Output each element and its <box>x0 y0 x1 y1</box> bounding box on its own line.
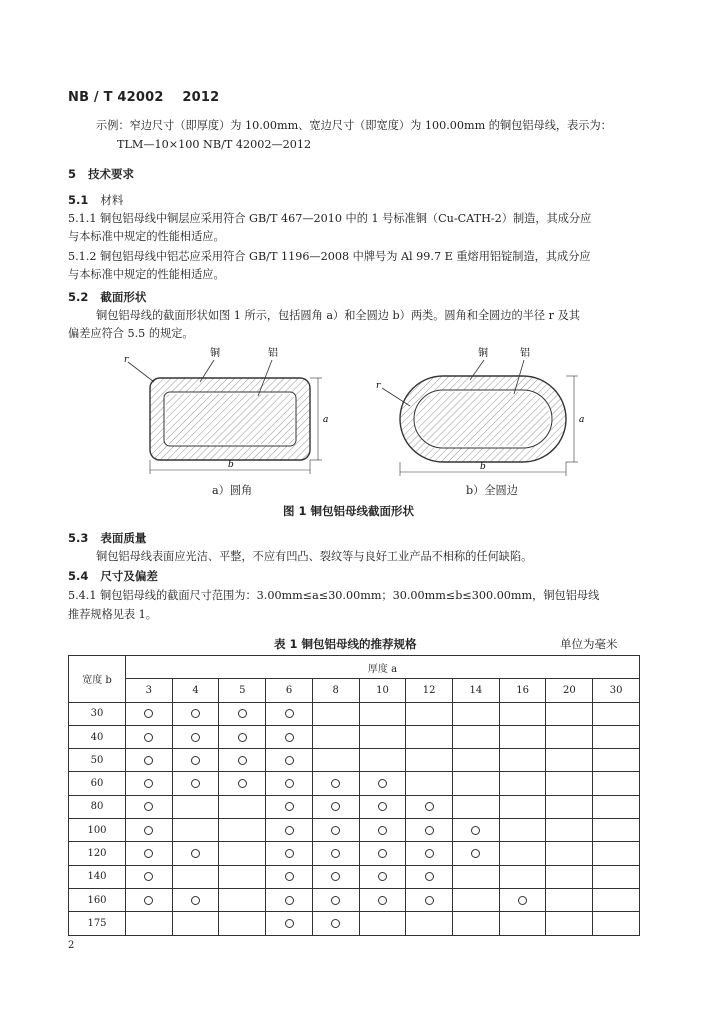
thickness-header: 10 <box>359 679 406 702</box>
spec-cell <box>266 888 313 911</box>
spec-cell <box>593 702 640 725</box>
section-5-3-heading <box>68 530 146 546</box>
fig-a-copper-label: 铜 <box>210 348 220 359</box>
recommended-circle-icon <box>238 709 247 718</box>
spec-cell <box>172 865 219 888</box>
fig-a-a-label: a <box>323 415 329 425</box>
width-cell: 60 <box>69 772 126 795</box>
table-row <box>69 865 640 888</box>
spec-cell <box>499 912 546 935</box>
spec-cell <box>453 702 500 725</box>
spec-cell <box>312 842 359 865</box>
spec-cell <box>406 842 453 865</box>
spec-cell <box>359 912 406 935</box>
spec-cell <box>499 842 546 865</box>
figure-a-rounded-corner <box>128 360 322 474</box>
aluminum-core-a <box>166 394 294 444</box>
thickness-header: 3 <box>126 679 173 702</box>
spec-cell <box>453 842 500 865</box>
figure-b-full-round-edge <box>382 360 578 476</box>
table-row <box>69 772 640 795</box>
section-5-1-heading <box>68 192 123 208</box>
spec-cell <box>546 795 593 818</box>
recommended-circle-icon <box>285 849 294 858</box>
recommended-circle-icon <box>285 896 294 905</box>
recommended-circle-icon <box>285 802 294 811</box>
thickness-header: 14 <box>453 679 500 702</box>
spec-cell <box>126 888 173 911</box>
clause-5-3-text: 铜包铝母线表面应光洁、平整，不应有凹凸、裂纹等与良好工业产品不相称的任何缺陷。 <box>96 550 533 563</box>
spec-cell <box>499 702 546 725</box>
recommended-circle-icon <box>425 849 434 858</box>
spec-cell <box>312 795 359 818</box>
spec-cell <box>406 819 453 842</box>
spec-cell <box>312 819 359 842</box>
spec-cell <box>312 912 359 935</box>
spec-cell <box>453 772 500 795</box>
recommended-circle-icon <box>144 733 153 742</box>
recommended-circle-icon <box>331 826 340 835</box>
recommended-circle-icon <box>378 779 387 788</box>
recommended-circle-icon <box>285 733 294 742</box>
spec-cell <box>126 772 173 795</box>
recommended-circle-icon <box>144 779 153 788</box>
spec-cell <box>453 725 500 748</box>
spec-cell <box>266 842 313 865</box>
recommended-circle-icon <box>425 872 434 881</box>
document-header <box>68 90 219 105</box>
spec-cell <box>312 702 359 725</box>
recommended-circle-icon <box>378 872 387 881</box>
spec-cell <box>359 865 406 888</box>
clause-5-1-1-line-2: 与本标准中规定的性能相适应。 <box>68 230 225 243</box>
recommended-circle-icon <box>144 756 153 765</box>
spec-cell <box>219 865 266 888</box>
spec-cell <box>126 749 173 772</box>
spec-cell <box>172 819 219 842</box>
spec-cell <box>172 725 219 748</box>
width-cell: 140 <box>69 865 126 888</box>
spec-cell <box>593 888 640 911</box>
section-5-3-number: 5.3 <box>68 531 89 545</box>
spec-cell <box>126 865 173 888</box>
section-5-2-title: 截面形状 <box>100 290 147 304</box>
section-5-4-number: 5.4 <box>68 569 89 583</box>
standard-number: NB / T 42002 <box>68 90 164 105</box>
spec-cell <box>266 702 313 725</box>
recommended-circle-icon <box>378 826 387 835</box>
fig-a-r-label: r <box>124 355 129 365</box>
recommended-circle-icon <box>378 802 387 811</box>
section-5-1-number: 5.1 <box>68 193 89 207</box>
figure-sub-b-label: b）全圆边 <box>466 484 518 497</box>
spec-cell <box>172 702 219 725</box>
spec-cell <box>546 749 593 772</box>
spec-cell <box>359 772 406 795</box>
spec-cell <box>312 772 359 795</box>
width-cell: 80 <box>69 795 126 818</box>
aluminum-core-b <box>416 392 550 446</box>
thickness-header: 4 <box>172 679 219 702</box>
recommended-circle-icon <box>285 872 294 881</box>
recommended-circle-icon <box>144 826 153 835</box>
recommended-circle-icon <box>191 779 200 788</box>
spec-cell <box>126 795 173 818</box>
recommended-circle-icon <box>238 733 247 742</box>
spec-cell <box>266 725 313 748</box>
recommended-spec-table <box>68 655 640 936</box>
spec-cell <box>499 749 546 772</box>
recommended-circle-icon <box>191 849 200 858</box>
recommended-circle-icon <box>285 709 294 718</box>
clause-5-4-1-line-1: 5.4.1 铜包铝母线的截面尺寸范围为：3.00mm≤a≤30.00mm；30.00mm≤b≤300.00mm，铜包铝母线 <box>68 589 600 602</box>
fig-b-a-label: a <box>579 415 585 425</box>
fig-b-copper-label: 铜 <box>478 348 488 359</box>
spec-cell <box>359 888 406 911</box>
table-1-caption: 表 1 铜包铝母线的推荐规格 <box>274 637 417 651</box>
spec-cell <box>126 842 173 865</box>
spec-cell <box>593 842 640 865</box>
width-cell: 120 <box>69 842 126 865</box>
recommended-circle-icon <box>471 826 480 835</box>
spec-cell <box>312 865 359 888</box>
spec-cell <box>359 795 406 818</box>
recommended-circle-icon <box>331 896 340 905</box>
spec-cell <box>312 749 359 772</box>
table-header-row-1 <box>69 656 640 679</box>
table-row <box>69 749 640 772</box>
recommended-circle-icon <box>285 826 294 835</box>
recommended-circle-icon <box>331 802 340 811</box>
recommended-circle-icon <box>144 872 153 881</box>
spec-cell <box>406 749 453 772</box>
spec-cell <box>406 725 453 748</box>
recommended-circle-icon <box>378 849 387 858</box>
recommended-circle-icon <box>285 756 294 765</box>
recommended-circle-icon <box>191 756 200 765</box>
example-line-2: TLM—10×100 NB/T 42002—2012 <box>117 138 312 151</box>
spec-cell <box>172 912 219 935</box>
thickness-header: 8 <box>312 679 359 702</box>
spec-cell <box>546 865 593 888</box>
spec-cell <box>499 865 546 888</box>
spec-cell <box>219 795 266 818</box>
spec-cell <box>593 819 640 842</box>
thickness-header: 16 <box>499 679 546 702</box>
spec-cell <box>593 865 640 888</box>
spec-cell <box>266 749 313 772</box>
recommended-circle-icon <box>425 896 434 905</box>
spec-cell <box>406 795 453 818</box>
spec-cell <box>453 912 500 935</box>
table-row <box>69 842 640 865</box>
recommended-circle-icon <box>331 872 340 881</box>
section-5-2-heading <box>68 289 146 305</box>
fig-b-b-label: b <box>480 462 486 472</box>
recommended-circle-icon <box>285 779 294 788</box>
clause-5-1-2-line-1: 5.1.2 铜包铝母线中铝芯应采用符合 GB/T 1196—2008 中牌号为 Al 99.7 E 重熔用铝锭制造，其成分应 <box>68 250 591 263</box>
spec-cell <box>499 725 546 748</box>
page-number: 2 <box>68 940 75 951</box>
spec-cell <box>126 819 173 842</box>
section-5-number: 5 <box>68 167 77 181</box>
spec-cell <box>593 725 640 748</box>
width-cell: 50 <box>69 749 126 772</box>
clause-5-1-1-line-1: 5.1.1 铜包铝母线中铜层应采用符合 GB/T 467—2010 中的 1 号标准铜（Cu-CATH-2）制造，其成分应 <box>68 212 592 225</box>
section-5-heading <box>68 166 134 182</box>
col-group-thickness: 厚度 a <box>126 656 640 679</box>
table-row <box>69 702 640 725</box>
recommended-circle-icon <box>518 896 527 905</box>
spec-cell <box>359 725 406 748</box>
width-cell: 40 <box>69 725 126 748</box>
figure-sub-a-label: a）圆角 <box>212 484 253 497</box>
width-cell: 160 <box>69 888 126 911</box>
recommended-circle-icon <box>191 896 200 905</box>
thickness-header: 5 <box>219 679 266 702</box>
spec-cell <box>453 888 500 911</box>
spec-cell <box>172 842 219 865</box>
table-row <box>69 819 640 842</box>
spec-cell <box>172 749 219 772</box>
recommended-circle-icon <box>191 733 200 742</box>
spec-cell <box>219 749 266 772</box>
spec-cell <box>219 888 266 911</box>
section-5-3-title: 表面质量 <box>100 531 147 545</box>
recommended-circle-icon <box>144 709 153 718</box>
spec-cell <box>546 888 593 911</box>
spec-cell <box>453 749 500 772</box>
spec-cell <box>546 772 593 795</box>
spec-cell <box>172 772 219 795</box>
recommended-circle-icon <box>144 896 153 905</box>
spec-cell <box>546 702 593 725</box>
spec-cell <box>266 772 313 795</box>
spec-cell <box>359 749 406 772</box>
spec-cell <box>126 912 173 935</box>
recommended-circle-icon <box>144 849 153 858</box>
table-row <box>69 725 640 748</box>
recommended-circle-icon <box>331 779 340 788</box>
standard-year: 2012 <box>182 90 220 105</box>
fig-a-b-label: b <box>228 460 234 470</box>
spec-cell <box>593 912 640 935</box>
spec-cell <box>593 749 640 772</box>
fig-b-r-label: r <box>376 381 381 391</box>
thickness-header: 12 <box>406 679 453 702</box>
recommended-circle-icon <box>331 919 340 928</box>
table-1-unit: 单位为毫米 <box>560 637 618 651</box>
spec-cell <box>312 725 359 748</box>
spec-cell <box>453 865 500 888</box>
fig-b-aluminum-label: 铝 <box>520 348 530 359</box>
spec-cell <box>453 819 500 842</box>
spec-cell <box>219 912 266 935</box>
spec-cell <box>219 725 266 748</box>
spec-cell <box>499 819 546 842</box>
recommended-circle-icon <box>144 802 153 811</box>
width-cell: 100 <box>69 819 126 842</box>
spec-cell <box>546 912 593 935</box>
row-header-width: 宽度 b <box>69 656 126 703</box>
spec-cell <box>266 795 313 818</box>
spec-cell <box>546 819 593 842</box>
spec-cell <box>172 795 219 818</box>
recommended-circle-icon <box>191 709 200 718</box>
recommended-circle-icon <box>238 779 247 788</box>
recommended-circle-icon <box>238 756 247 765</box>
section-5-1-title: 材料 <box>100 193 124 207</box>
width-cell: 175 <box>69 912 126 935</box>
clause-5-2-line-1: 铜包铝母线的截面形状如图 1 所示，包括圆角 a）和全圆边 b）两类。圆角和全圆边的半径 r 及其 <box>96 309 580 322</box>
table-header-row-2 <box>69 679 640 702</box>
spec-cell <box>546 842 593 865</box>
example-line-1: 示例：窄边尺寸（即厚度）为 10.00mm、宽边尺寸（即宽度）为 100.00mm 的铜包铝母线，表示为： <box>96 119 612 132</box>
table-row <box>69 888 640 911</box>
clause-5-2-line-2: 偏差应符合 5.5 的规定。 <box>68 327 194 340</box>
thickness-header: 20 <box>546 679 593 702</box>
clause-5-1-2-line-2: 与本标准中规定的性能相适应。 <box>68 268 225 281</box>
width-cell: 30 <box>69 702 126 725</box>
spec-cell <box>593 772 640 795</box>
spec-cell <box>453 795 500 818</box>
spec-cell <box>172 888 219 911</box>
spec-cell <box>546 725 593 748</box>
spec-cell <box>312 888 359 911</box>
table-row <box>69 795 640 818</box>
spec-cell <box>266 865 313 888</box>
spec-cell <box>266 819 313 842</box>
recommended-circle-icon <box>425 826 434 835</box>
section-5-4-title: 尺寸及偏差 <box>100 569 158 583</box>
section-5-2-number: 5.2 <box>68 290 89 304</box>
spec-cell <box>406 912 453 935</box>
spec-cell <box>359 819 406 842</box>
spec-cell <box>219 702 266 725</box>
spec-cell <box>499 888 546 911</box>
thickness-header: 30 <box>593 679 640 702</box>
spec-cell <box>593 795 640 818</box>
fig-a-aluminum-label: 铝 <box>268 348 278 359</box>
figure-1-diagram <box>110 340 590 500</box>
section-5-4-heading <box>68 568 158 584</box>
recommended-circle-icon <box>378 896 387 905</box>
recommended-circle-icon <box>471 849 480 858</box>
figure-1-caption: 图 1 铜包铝母线截面形状 <box>283 504 415 518</box>
spec-cell <box>406 888 453 911</box>
spec-cell <box>266 912 313 935</box>
spec-cell <box>499 795 546 818</box>
section-5-title: 技术要求 <box>88 167 135 181</box>
recommended-circle-icon <box>425 802 434 811</box>
spec-cell <box>126 725 173 748</box>
spec-cell <box>126 702 173 725</box>
table-row <box>69 912 640 935</box>
spec-cell <box>499 772 546 795</box>
spec-cell <box>219 842 266 865</box>
spec-cell <box>219 819 266 842</box>
spec-cell <box>406 865 453 888</box>
spec-cell <box>406 702 453 725</box>
spec-cell <box>406 772 453 795</box>
recommended-circle-icon <box>331 849 340 858</box>
spec-cell <box>359 842 406 865</box>
thickness-header: 6 <box>266 679 313 702</box>
spec-cell <box>359 702 406 725</box>
spec-cell <box>219 772 266 795</box>
recommended-circle-icon <box>285 919 294 928</box>
clause-5-4-1-line-2: 推荐规格见表 1。 <box>68 608 157 621</box>
